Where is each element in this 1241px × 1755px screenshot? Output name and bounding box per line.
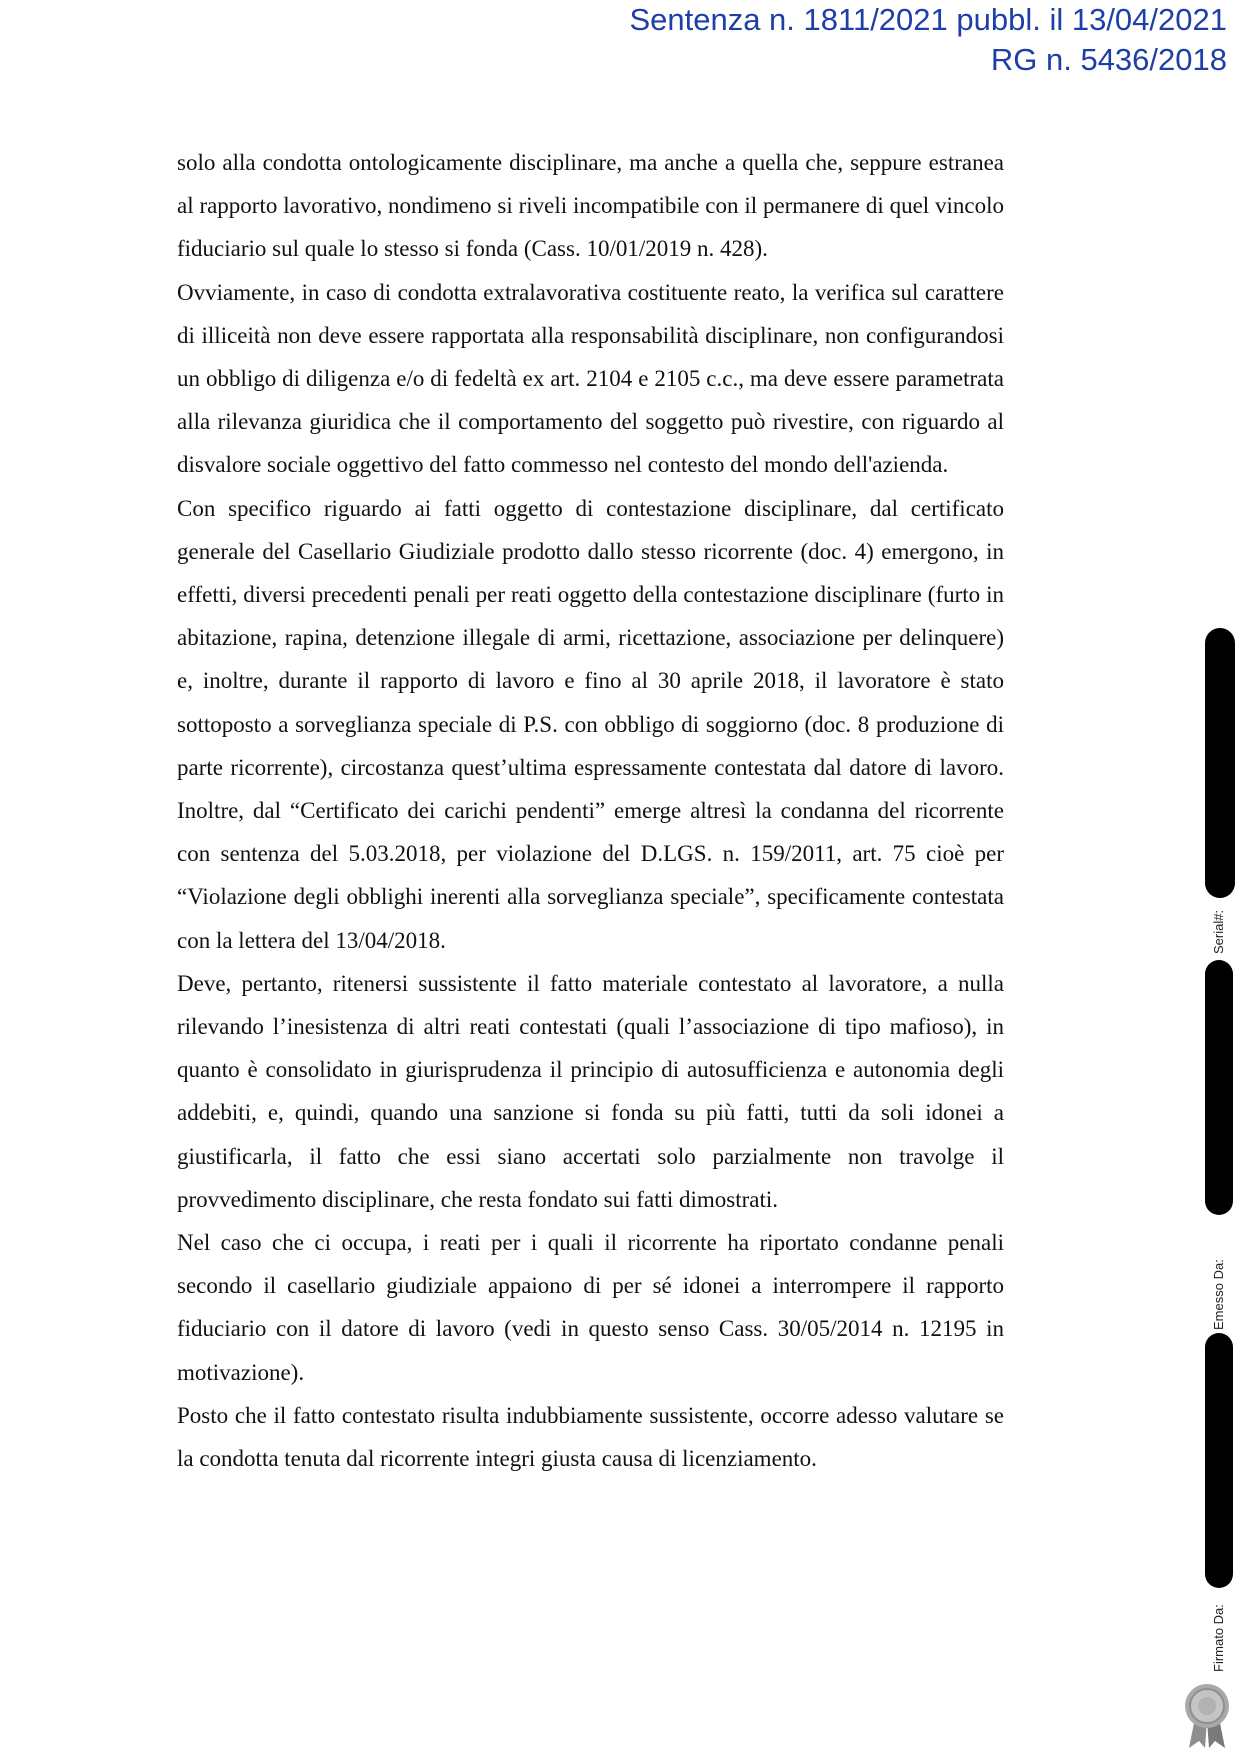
paragraph: Deve, pertanto, ritenersi sussistente il fatto materiale contestato al lavoratore, a nulla rilevando l’inesistenza di altri reati contestati (quali l’associazione di tipo mafioso), in quanto è consolidato in giurisprudenza il principio di autosufficienza e autonomia degli addebiti, e, quindi, quando una sanzione si fonda su più fatti, tutti da soli idonei a giustificarla, il fatto che essi siano accertati solo parzialmente non travolge il provvedimento disciplinare, che resta fondato sui fatti dimostrati. xyxy=(177,970,1004,1212)
issued-by-label: Emesso Da: xyxy=(1211,1259,1226,1330)
redaction-mark xyxy=(1205,1333,1233,1588)
seal-icon xyxy=(1181,1682,1233,1750)
paragraph: Nel caso che ci occupa, i reati per i quali il ricorrente ha riportato condanne penali secondo il casellario giudiziale appaiono di per sé idonei a interrompere il rapporto fiduciario con il datore di lavoro (vedi in questo senso Cass. 30/05/2014 n. 12195 in motivazione). xyxy=(177,1230,1004,1385)
paragraph: solo alla condotta ontologicamente disciplinare, ma anche a quella che, seppure estranea al rapporto lavorativo, nondimeno si riveli incompatibile con il permanere di quel vincolo fiduciario sul quale lo stesso si fonda (Cass. 10/01/2019 n. 428). xyxy=(177,150,1004,262)
serial-label: Serial#: xyxy=(1211,909,1226,954)
sentence-number: Sentenza n. 1811/2021 pubbl. il 13/04/2021 xyxy=(629,2,1227,37)
rg-number: RG n. 5436/2018 xyxy=(990,42,1227,77)
redaction-mark xyxy=(1205,628,1235,898)
paragraph: Posto che il fatto contestato risulta indubbiamente sussistente, occorre adesso valutare se la condotta tenuta dal ricorrente integri giusta causa di licenziamento. xyxy=(177,1402,1004,1472)
document-body xyxy=(177,141,1004,1480)
paragraph: Ovviamente, in caso di condotta extralavorativa costituente reato, la verifica sul carattere di illiceità non deve essere rapportata alla responsabilità disciplinare, non configurandosi un obbligo di diligenza e/o di fedeltà ex art. 2104 e 2105 c.c., ma deve essere parametrata alla rilevanza giuridica che il comportamento del soggetto può rivestire, con riguardo al disvalore sociale oggettivo del fatto commesso nel contesto del mondo dell'azienda. xyxy=(177,279,1004,478)
signed-by-label: Firmato Da: xyxy=(1211,1604,1226,1672)
header-stamp xyxy=(629,0,1227,80)
redaction-mark xyxy=(1205,960,1233,1215)
paragraph: Con specifico riguardo ai fatti oggetto di contestazione disciplinare, dal certificato generale del Casellario Giudiziale prodotto dallo stesso ricorrente (doc. 4) emergono, in effetti, diversi precedenti penali per reati oggetto della contestazione disciplinare (furto in abitazione, rapina, detenzione illegale di armi, ricettazione, associazione per delinquere) e, inoltre, durante il rapporto di lavoro e fino al 30 aprile 2018, il lavoratore è stato sottoposto a sorveglianza speciale di P.S. con obbligo di soggiorno (doc. 8 produzione di parte ricorrente), circostanza quest’ultima espressamente contestata dal datore di lavoro. Inoltre, dal “Certificato dei carichi pendenti” emerge altresì la condanna del ricorrente con sentenza del 5.03.2018, per violazione del D.LGS. n. 159/2011, art. 75 cioè per “Violazione degli obblighi inerenti alla sorveglianza speciale”, specificamente contestata con la lettera del 13/04/2018. xyxy=(177,495,1004,953)
